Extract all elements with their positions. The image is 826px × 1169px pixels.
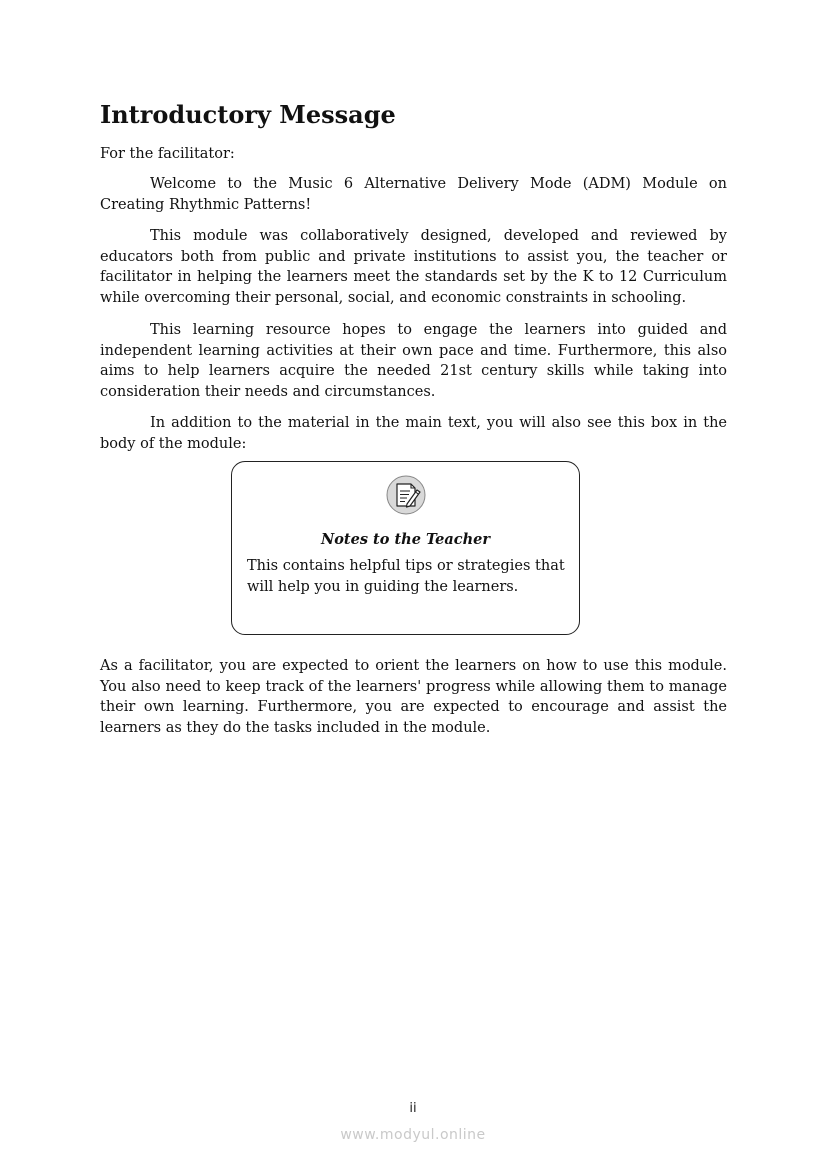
notes-to-teacher-box bbox=[231, 461, 580, 635]
closing-paragraph: As a facilitator, you are expected to orient the learners on how to use this module. You also need to keep track of the learners' progress while allowing them to manage their own learning. Furthermore, you are expected to encourage and assist the learners as they do the tasks included in the module. bbox=[100, 658, 727, 737]
box-intro-paragraph: In addition to the material in the main text, you will also see this box in the body of the module: bbox=[100, 415, 727, 452]
page-title: Introductory Message bbox=[100, 100, 396, 129]
audience-line: For the facilitator: bbox=[100, 146, 235, 162]
notepad-pencil-icon bbox=[386, 475, 426, 515]
notes-description: This contains helpful tips or strategies that will help you in guiding the learners. bbox=[247, 558, 565, 595]
welcome-paragraph: Welcome to the Music 6 Alternative Delivery Mode (ADM) Module on Creating Rhythmic Patterns! bbox=[100, 176, 727, 213]
design-paragraph: This module was collaboratively designed, developed and reviewed by educators both from public and private institutions to assist you, the teacher or facilitator in helping the learners meet the standards set by the K to 12 Curriculum while overcoming their personal, social, and economic constraints in schooling. bbox=[100, 228, 727, 307]
page-number: ii bbox=[409, 1101, 417, 1116]
purpose-paragraph: This learning resource hopes to engage the learners into guided and independent learning activities at their own pace and time. Furthermore, this also aims to help learners acquire the needed 21st century skills while taking into consideration their needs and circumstances. bbox=[100, 322, 727, 401]
notes-heading: Notes to the Teacher bbox=[321, 531, 490, 548]
watermark-text: www.modyul.online bbox=[340, 1127, 486, 1143]
